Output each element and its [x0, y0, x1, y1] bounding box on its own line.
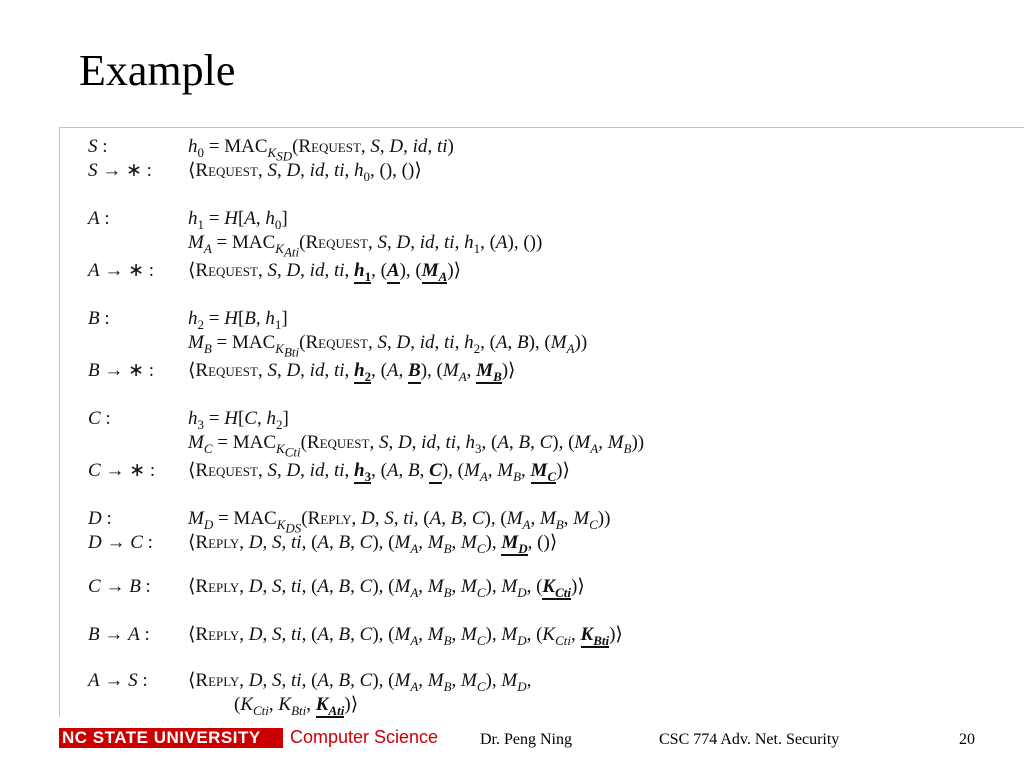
slide-title: Example — [79, 46, 236, 95]
slide-footer — [0, 722, 1024, 768]
course-name: CSC 774 Adv. Net. Security — [659, 731, 840, 748]
university-logo: NC STATE UNIVERSITY — [62, 728, 261, 747]
department-name: Computer Science — [290, 727, 439, 747]
author-name: Dr. Peng Ning — [480, 731, 572, 748]
page-number: 20 — [959, 731, 975, 748]
